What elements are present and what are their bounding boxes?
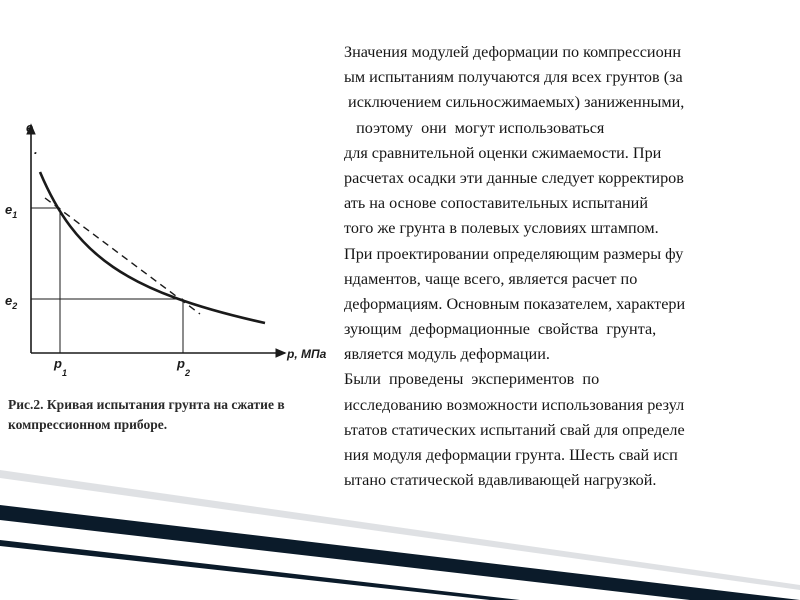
body-text-line: ьтатов статических испытаний свай для определе [344, 420, 685, 439]
secant-dashed-line [45, 198, 200, 314]
body-text-line: ния модуля деформации грунта. Шесть свай исп [344, 446, 678, 464]
body-text-line: исследованию возможности использования резул [344, 395, 685, 414]
body-text-line: ать на основе сопоставительных испытаний [344, 194, 648, 213]
body-text-line: исключением сильносжимаемых) заниженными, [344, 93, 685, 112]
compression-curve [40, 172, 265, 323]
body-text-line: ым испытаниям получаются для всех грунтов (за [344, 68, 683, 87]
body-text-line: Значения модулей деформации по компрессионн [344, 43, 681, 61]
swoosh-stripe-main [0, 505, 800, 600]
body-text-line: Были проведены экспериментов по [344, 370, 600, 389]
body-text-line: расчетах осадки эти данные следует корректиров [344, 168, 684, 187]
x-tick-p2: $p_2$ [177, 356, 190, 378]
y-axis-dot: . [34, 142, 38, 157]
x-tick-p1: $p_1$ [54, 356, 67, 378]
body-text-line: того же грунта в полевых условиях штампом. [344, 219, 659, 238]
compression-curve-figure [0, 110, 340, 390]
body-text-line: деформациям. Основным показателем, характери [344, 294, 686, 313]
body-text-line: При проектировании определяющим размеры фу [344, 244, 684, 263]
y-tick-e2: $e_2$ [5, 293, 18, 311]
figure-caption: Рис.2. Кривая испытания грунта на сжатие в компрессионном приборе. [8, 397, 285, 432]
body-text-line: является модуль деформации. [344, 345, 550, 364]
body-text-line: ытано статической вдавливающей нагрузкой. [344, 471, 657, 490]
body-text-line: поэтому они могут использоваться [344, 118, 605, 137]
x-axis-label: p, МПа [287, 347, 327, 361]
body-text [344, 40, 794, 493]
y-axis-label: e [26, 120, 34, 135]
body-text-line: ндаментов, чаще всего, является расчет по [344, 269, 638, 288]
y-tick-e1: $e_1$ [5, 202, 18, 220]
body-text-line: для сравнительной оценки сжимаемости. При [344, 143, 662, 162]
body-text-line: зующим деформационные свойства грунта, [344, 320, 657, 339]
